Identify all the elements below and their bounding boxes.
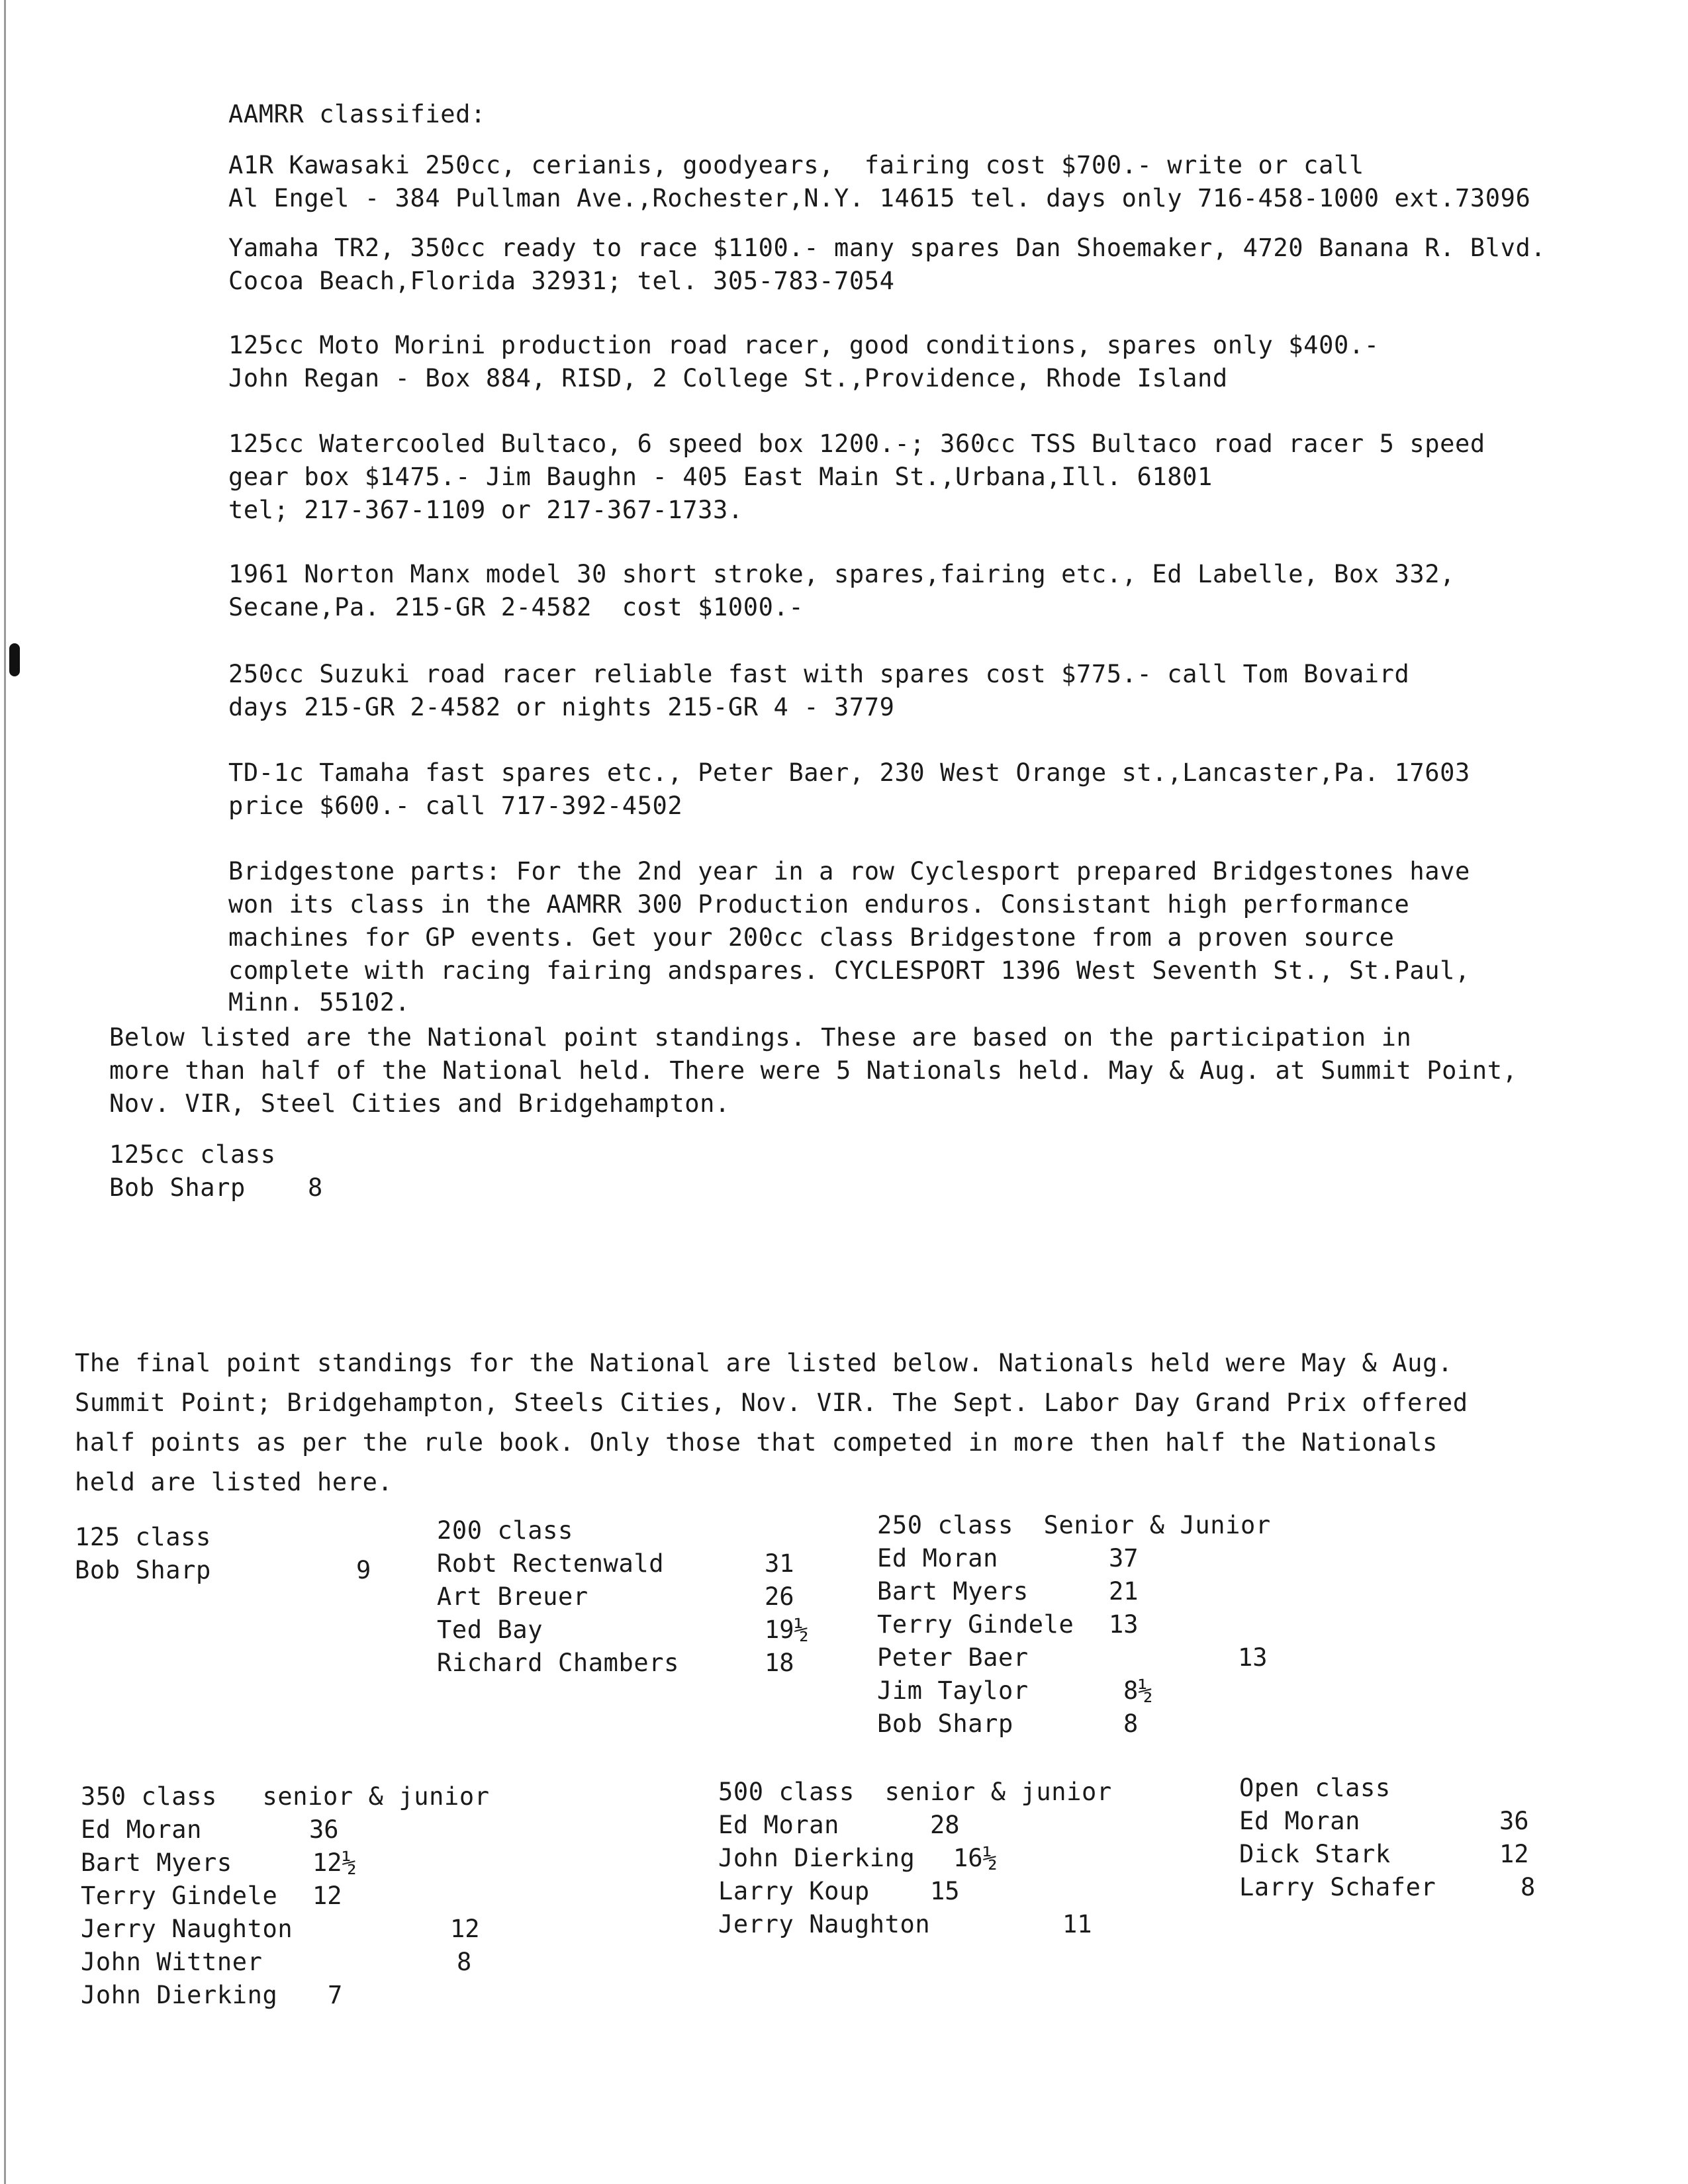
classified-ad <box>228 558 1638 624</box>
intro-line: Summit Point; Bridgehampton, Steels Cities, Nov. VIR. The Sept. Labor Day Grand Prix offered <box>75 1388 1468 1417</box>
classifieds-heading: AAMRR classified: <box>228 100 486 128</box>
rider-name: John Dierking <box>718 1844 915 1872</box>
standing-row <box>437 1614 834 1647</box>
rider-points: 9 <box>356 1556 371 1584</box>
rider-points: 21 <box>1109 1577 1139 1606</box>
standing-row <box>718 1842 1182 1875</box>
standing-row <box>1239 1838 1570 1871</box>
scan-margin-line <box>4 0 6 2184</box>
ad-line: Al Engel - 384 Pullman Ave.,Rochester,N.Y. 14615 tel. days only 716-458-1000 ext.73096 <box>228 184 1531 212</box>
rider-name: Ed Moran <box>877 1544 999 1572</box>
intro-line: Nov. VIR, Steel Cities and Bridgehampton. <box>109 1089 730 1118</box>
ad-line: John Regan - Box 884, RISD, 2 College St.,Providence, Rhode Island <box>228 364 1228 392</box>
ad-line: 1961 Norton Manx model 30 short stroke, spares,fairing etc., Ed Labelle, Box 332, <box>228 560 1455 588</box>
rider-points: 8 <box>1123 1709 1139 1738</box>
ad-line: TD-1c Tamaha fast spares etc., Peter Baer, 230 West Orange st.,Lancaster,Pa. 17603 <box>228 758 1470 787</box>
standing-row <box>1239 1805 1570 1838</box>
rider-points: 7 <box>328 1981 343 2009</box>
rider-name: Bob Sharp <box>109 1173 246 1202</box>
rider-name: John Dierking <box>81 1981 278 2009</box>
classified-ad <box>228 428 1638 527</box>
standing-row <box>75 1554 393 1587</box>
class-200-standings <box>437 1514 834 1680</box>
standing-row <box>81 1813 544 1846</box>
rider-name: Ed Moran <box>718 1811 840 1839</box>
intro-line: The final point standings for the National are listed below. Nationals held were May & Aug. <box>75 1349 1453 1377</box>
standing-row <box>81 1979 544 2012</box>
classified-ad <box>228 329 1638 395</box>
open-class-standings <box>1239 1772 1570 1904</box>
rider-name: Ed Moran <box>1239 1807 1361 1835</box>
intro-line: half points as per the rule book. Only those that competed in more then half the Nationals <box>75 1428 1438 1457</box>
standing-row <box>1239 1871 1570 1904</box>
standing-row <box>877 1674 1340 1707</box>
ad-line: Yamaha TR2, 350cc ready to race $1100.- many spares Dan Shoemaker, 4720 Banana R. Blvd. <box>228 234 1546 262</box>
intro-line: held are listed here. <box>75 1468 393 1496</box>
rider-points: 8½ <box>1123 1676 1153 1705</box>
ad-line: 125cc Watercooled Bultaco, 6 speed box 1200.-; 360cc TSS Bultaco road racer 5 speed <box>228 430 1485 458</box>
ad-line: Cocoa Beach,Florida 32931; tel. 305-783-7054 <box>228 267 895 295</box>
rider-points: 13 <box>1238 1643 1268 1672</box>
intro-line: Below listed are the National point standings. These are based on the participation in <box>109 1023 1412 1052</box>
classified-ad <box>228 756 1638 823</box>
standing-row <box>437 1547 834 1580</box>
class-500-standings <box>718 1776 1182 1941</box>
standing-row <box>718 1809 1182 1842</box>
final-intro <box>75 1343 1637 1502</box>
rider-name: Larry Schafer <box>1239 1873 1436 1901</box>
rider-points: 36 <box>1499 1807 1529 1835</box>
standing-row <box>877 1575 1340 1608</box>
intro-line: more than half of the National held. There were 5 Nationals held. May & Aug. at Summit Point, <box>109 1056 1518 1085</box>
rider-points: 36 <box>309 1815 339 1844</box>
rider-name: Jerry Naughton <box>718 1910 931 1938</box>
rider-name: Terry Gindele <box>81 1882 278 1910</box>
rider-points: 8 <box>1521 1873 1536 1901</box>
standing-row <box>877 1542 1340 1575</box>
rider-points: 13 <box>1109 1610 1139 1639</box>
ad-line: days 215-GR 2-4582 or nights 215-GR 4 - 3779 <box>228 693 895 721</box>
ad-line: won its class in the AAMRR 300 Production enduros. Consistant high performance <box>228 890 1410 919</box>
rider-points: 31 <box>765 1549 794 1578</box>
rider-name: Bart Myers <box>877 1577 1029 1606</box>
rider-name: Ed Moran <box>81 1815 203 1844</box>
rider-points: 12½ <box>312 1848 357 1877</box>
ad-line: Minn. 55102. <box>228 988 410 1017</box>
rider-points: 8 <box>457 1948 472 1976</box>
rider-points: 19½ <box>765 1615 809 1644</box>
classified-ad <box>228 658 1638 724</box>
rider-name: Richard Chambers <box>437 1649 680 1677</box>
rider-points: 11 <box>1062 1910 1092 1938</box>
rider-name: Jerry Naughton <box>81 1915 293 1943</box>
standing-row <box>81 1846 544 1880</box>
rider-points: 12 <box>1499 1840 1529 1868</box>
ad-line: tel; 217-367-1109 or 217-367-1733. <box>228 496 743 524</box>
rider-points: 26 <box>765 1582 794 1611</box>
rider-name: Jim Taylor <box>877 1676 1029 1705</box>
class-125-standings <box>75 1521 393 1587</box>
ad-line: Secane,Pa. 215-GR 2-4582 cost $1000.- <box>228 593 804 621</box>
rider-name: Peter Baer <box>877 1643 1029 1672</box>
class-title: 500 class senior & junior <box>718 1778 1112 1806</box>
standing-row <box>81 1880 544 1913</box>
rider-name: Dick Stark <box>1239 1840 1391 1868</box>
first-standings <box>109 1138 374 1205</box>
standing-row <box>81 1913 544 1946</box>
rider-points: 15 <box>930 1877 960 1905</box>
class-title: 200 class <box>437 1516 573 1545</box>
rider-name: Robt Rectenwald <box>437 1549 665 1578</box>
rider-name: Ted Bay <box>437 1615 543 1644</box>
rider-points: 18 <box>765 1649 794 1677</box>
standing-row <box>437 1647 834 1680</box>
standing-row <box>877 1641 1340 1674</box>
rider-points: 16½ <box>953 1844 998 1872</box>
rider-name: Bart Myers <box>81 1848 232 1877</box>
ad-line: 125cc Moto Morini production road racer, good conditions, spares only $400.- <box>228 331 1380 359</box>
class-350-standings <box>81 1780 544 2012</box>
class-title: 125cc class <box>109 1140 276 1169</box>
ad-line: price $600.- call 717-392-4502 <box>228 792 683 820</box>
standing-row <box>718 1908 1182 1941</box>
ad-line: A1R Kawasaki 250cc, cerianis, goodyears, fairing cost $700.- write or call <box>228 151 1364 179</box>
classified-ad <box>228 149 1638 215</box>
standing-row <box>437 1580 834 1614</box>
standing-row <box>877 1608 1340 1641</box>
classified-ad <box>228 855 1638 1018</box>
national-intro <box>109 1021 1671 1120</box>
standing-row <box>718 1875 1182 1908</box>
ad-line: 250cc Suzuki road racer reliable fast with spares cost $775.- call Tom Bovaird <box>228 660 1410 688</box>
rider-name: Bob Sharp <box>75 1556 211 1584</box>
class-title: 350 class senior & junior <box>81 1782 490 1811</box>
class-250-standings <box>877 1509 1340 1741</box>
ad-line: gear box $1475.- Jim Baughn - 405 East Main St.,Urbana,Ill. 61801 <box>228 463 1213 491</box>
rider-points: 12 <box>450 1915 480 1943</box>
standing-row <box>81 1946 544 1979</box>
rider-points: 8 <box>308 1173 323 1202</box>
rider-name: Art Breuer <box>437 1582 588 1611</box>
rider-name: Terry Gindele <box>877 1610 1074 1639</box>
rider-name: John Wittner <box>81 1948 263 1976</box>
ad-line: Bridgestone parts: For the 2nd year in a row Cyclesport prepared Bridgestones have <box>228 857 1470 886</box>
classified-ad <box>228 232 1638 298</box>
standing-row <box>109 1171 374 1205</box>
class-title: 125 class <box>75 1523 211 1551</box>
ad-line: complete with racing fairing andspares. CYCLESPORT 1396 West Seventh St., St.Paul, <box>228 956 1470 985</box>
rider-name: Bob Sharp <box>877 1709 1013 1738</box>
rider-points: 37 <box>1109 1544 1139 1572</box>
rider-name: Larry Koup <box>718 1877 870 1905</box>
class-title: Open class <box>1239 1774 1391 1802</box>
standing-row <box>877 1707 1340 1741</box>
rider-points: 28 <box>930 1811 960 1839</box>
ad-line: machines for GP events. Get your 200cc class Bridgestone from a proven source <box>228 923 1395 952</box>
rider-points: 12 <box>312 1882 342 1910</box>
punch-hole-mark <box>9 643 20 676</box>
class-title: 250 class Senior & Junior <box>877 1511 1271 1539</box>
